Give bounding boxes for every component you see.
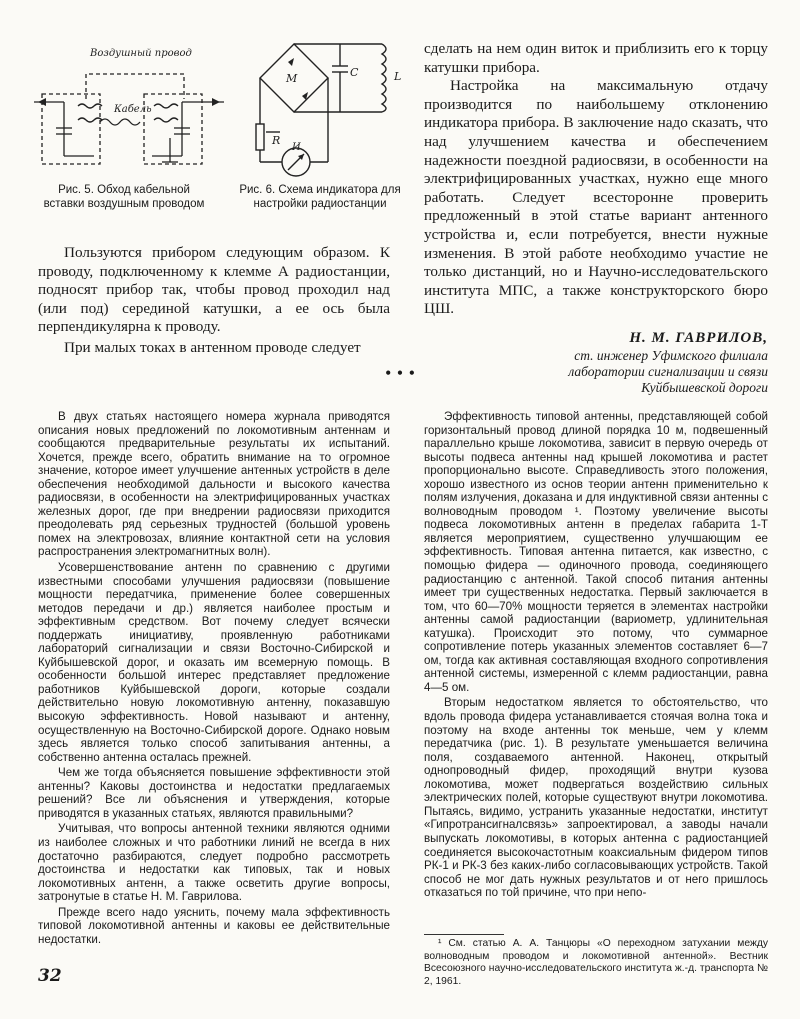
c-label: C <box>350 66 359 79</box>
r-label: R <box>272 134 281 147</box>
right-bottom-column <box>424 410 768 902</box>
left-bottom-column <box>38 410 390 948</box>
paragraph: Эффективность типовой антенны, представляющей собой горизонтальный провод длиной порядка 10 м, подвешенный параллельно крыше локомотива, зависит в первую очередь от высоты подвеса антенны над крышей локомотива и растет пропорционально высоте. Справедливость этого положения, хорошо известного из основ теории антенн применительно к полям излучения, доказана и для индуктивной связи антенны с волноводным проводом ¹. Поэтому увеличение высоты подвеса локомотивных антенн в пределах габарита 1-Т является мероприятием, существенно улучшающим ее эффективность. Типовая антенна питается, как известно, с помощью фидера — одиночного провода, соединяющего радиостанцию с антенной. Такой способ питания антенны имеет три существенных недостатка. Первый заключается в том, что 60—70% мощности теряется в элементах настройки антенны самой радиостанции (вариометр, удлинительная катушка). Происходит это потому, что суммарное сопротивление потерь указанных элементов составляет 6—7 ом, тогда как активная составляющая входного сопротивления антенной системы, измеренной с клемм радиостанции, равна 4—5 ом. <box>424 410 768 694</box>
page-number: 32 <box>38 966 62 986</box>
cable-label: Кабель <box>114 104 152 115</box>
m-label: М <box>286 72 298 85</box>
footnote-text: ¹ См. статью А. А. Танцюры «О переходном затухании между волноводным проводом и локомотивной антенной». Вестник Всесоюзного научно-исследовательского института ж.-д. транспорта № 2, 1961. <box>424 938 768 987</box>
author-signature: Н. М. ГАВРИЛОВ, <box>629 329 768 346</box>
l-label: L <box>394 70 402 83</box>
section-separator: • • • <box>384 366 416 380</box>
footnote-rule <box>424 934 504 935</box>
paragraph: Учитывая, что вопросы антенной техники являются одними из наиболее сложных и что работники линий не всегда в них достаточно разбираются, следует подробно рассмотреть достоинства и недостатки как типовых, так и новых локомотивных антенн, а также осветить другие вопросы, затронутые в статье Н. М. Гаврилова. <box>38 822 390 904</box>
paragraph: Чем же тогда объясняется повышение эффективности этой антенны? Каковы достоинства и недостатки предлагаемых решений? Все ли объяснения и утверждения, которые приводятся в указанных статьях, являются правильными? <box>38 766 390 820</box>
paragraph: Прежде всего надо уяснить, почему мала эффективность типовой локомотивной антенны и каковы ее действительные недостатки. <box>38 905 390 946</box>
paragraph: Вторым недостатком является то обстоятельство, что вдоль провода фидера устанавливается стоячая волна тока и поэтому на входе антенны ток меньше, чем у клемм передатчика (рис. 1). В результате уменьшается величина поля, создаваемого антенной. Наконец, открытый однопроводный фидер, проходящий внутри кузова локомотива, может подвергаться воздействию сильных электрических полей, которые существуют внутри локомотива. Пытаясь, видимо, устранить указанные недостатки, институт «Гипротрансигналсвязь» запроектировал, а заводы начали выпускать локомотивы, в которых антенна с радиостанцией соединяется высокочастотным коаксиальным фидером типов РК-1 и РК-3 без каких-либо согласовывающих устройств. Такой способ не мог дать нужных результатов и от него пришлось отказаться по той причине, что при непо- <box>424 696 768 900</box>
i-label: И <box>292 142 301 153</box>
paragraph: Пользуются прибором следующим образом. К проводу, подключенному к клемме А радиостанции, подносят прибор так, чтобы провод проходил над (или под) серединой катушки, а ее ось была перпендикулярна к проводу. <box>38 244 390 336</box>
paragraph: сделать на нем один виток и приблизить его к торцу катушки прибора. <box>424 40 768 76</box>
figure-5-diagram <box>34 44 224 179</box>
paragraph: Настройка на максимальную отдачу производится по наибольшему отклонению индикатора прибора. В заключение надо сказать, что над улучшением качества и обеспечением надежности поездной радиосвязи, в особенности на электрифицированных участках, нужно еще много работать. Следует всесторонне проверить предложенный в этой статье вариант антенного устройства и, если потребуется, внести нужные изменения. В этой работе необходимо участие не только дистанций, но и Научно-исследовательского института МПС, а также конструкторского бюро ЦШ. <box>424 77 768 318</box>
author-role: ст. инженер Уфимского филиала лаборатории сигнализации и связи Куйбышевской дороги <box>568 347 768 395</box>
paragraph: В двух статьях настоящего номера журнала приводятся описания новых предложений по локомотивным антеннам и сообщаются предварительные результаты их испытаний. Хочется, прежде всего, обратить внимание на то огромное значение, которое имеет улучшение антенных устройств в деле обеспечения необходимой дальности и высокого качества радиосвязи, в особенности на электрифицированных участках железных дорог, где при внедрении радиосвязи приходится преодолевать ряд серьезных трудностей (большой уровень помех на электровозах, влияние контактной сети на условия распространения электромагнитных волн). <box>38 410 390 559</box>
footnote <box>424 938 768 988</box>
figure-6-diagram <box>232 36 410 186</box>
paragraph: Усовершенствование антенн по сравнению с другими известными способами улучшения радиосвязи (повышение мощности передатчика, применение более совершенных методов передачи и др.) является наиболее простым и эффективным средством. Вот почему следует всячески поддержать инициативу, проявленную работниками лабораторий сигнализации и связи Восточно-Сибирской и Куйбышевской дорог, и оказать им всемерную помощь. В особенности большой интерес представляет предложение работников Куйбышевской дороги, которые создали действительно новую локомотивную антенну, показавшую высокую эффективность. Новой называют и антенну, осуществленную на Восточно-Сибирской дороге. Однако новым здесь является только способ запитывания антенны, а собственно антенна осталась прежней. <box>38 561 390 764</box>
air-wire-label: Воздушный провод <box>90 48 192 59</box>
figure-6-caption: Рис. 6. Схема индикатора для настройки радиостанции <box>239 184 401 210</box>
right-top-column <box>424 40 768 396</box>
figure-5-caption: Рис. 5. Обход кабельной вставки воздушным проводом <box>43 184 205 210</box>
paragraph: При малых токах в антенном проводе следует <box>64 338 361 356</box>
left-top-column <box>38 244 390 358</box>
